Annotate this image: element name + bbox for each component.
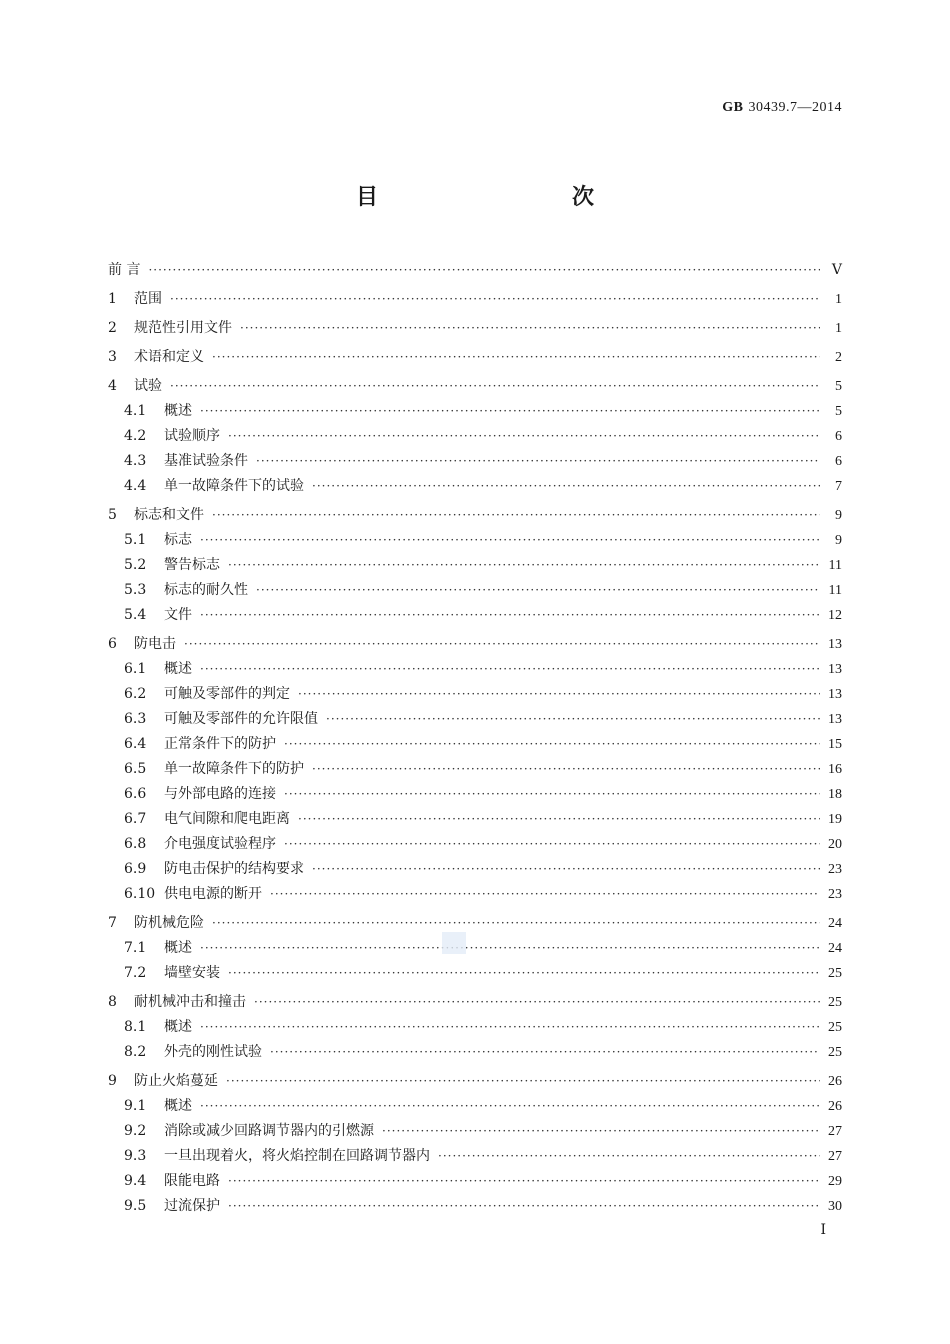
toc-entry[interactable] bbox=[108, 553, 842, 578]
toc-entry-number: 3 bbox=[108, 349, 117, 365]
toc-dot-leader bbox=[212, 503, 820, 528]
toc-entry[interactable] bbox=[108, 882, 842, 907]
toc-entry-number: 6.9 bbox=[124, 861, 147, 877]
toc-entry-title: 概述 bbox=[164, 1098, 192, 1114]
toc-entry-title: 防机械危险 bbox=[134, 915, 204, 931]
toc-entry-page: 23 bbox=[828, 862, 842, 877]
watermark-mark bbox=[442, 932, 466, 954]
toc-dot-leader bbox=[200, 1094, 820, 1119]
toc-dot-leader bbox=[228, 1169, 820, 1194]
toc-dot-leader bbox=[148, 258, 820, 283]
toc-entry-title: 过流保护 bbox=[164, 1198, 220, 1214]
toc-entry-title: 电气间隙和爬电距离 bbox=[164, 811, 290, 827]
toc-dot-leader bbox=[312, 757, 820, 782]
toc-entry-title: 概述 bbox=[164, 1019, 192, 1035]
toc-entry[interactable] bbox=[108, 1119, 842, 1144]
toc-entry-number: 4.2 bbox=[124, 428, 147, 444]
toc-entry-title: 标志的耐久性 bbox=[164, 582, 248, 598]
toc-entry-title: 消除或减少回路调节器内的引燃源 bbox=[164, 1123, 374, 1139]
toc-entry[interactable] bbox=[108, 1015, 842, 1040]
toc-entry-title: 术语和定义 bbox=[134, 349, 204, 365]
toc-entry-number: 9.2 bbox=[124, 1123, 147, 1139]
toc-entry[interactable] bbox=[108, 632, 842, 657]
toc-entry-title: 耐机械冲击和撞击 bbox=[134, 994, 246, 1010]
toc-entry[interactable] bbox=[108, 707, 842, 732]
toc-entry-title: 一旦出现着火，将火焰控制在回路调节器内 bbox=[164, 1148, 430, 1164]
page-number: Ⅰ bbox=[820, 1223, 826, 1238]
toc-entry-page: 26 bbox=[828, 1099, 842, 1114]
toc-dot-leader bbox=[200, 603, 820, 628]
toc-entry[interactable] bbox=[108, 857, 842, 882]
toc-entry-title: 单一故障条件下的防护 bbox=[164, 761, 304, 777]
toc-entry[interactable] bbox=[108, 424, 842, 449]
toc-entry-page: 24 bbox=[828, 916, 842, 931]
toc-entry-title: 概述 bbox=[164, 661, 192, 677]
toc-entry-number: 5.1 bbox=[124, 532, 147, 548]
toc-entry[interactable] bbox=[108, 1094, 842, 1119]
toc-entry[interactable] bbox=[108, 782, 842, 807]
toc-entry[interactable] bbox=[108, 449, 842, 474]
toc-entry-title: 可触及零部件的允许限值 bbox=[164, 711, 318, 727]
toc-entry-number: 1 bbox=[108, 291, 117, 307]
toc-entry-title: 基准试验条件 bbox=[164, 453, 248, 469]
toc-entry-number: 9 bbox=[108, 1073, 117, 1089]
toc-entry[interactable] bbox=[108, 732, 842, 757]
toc-entry[interactable] bbox=[108, 1194, 842, 1219]
toc-entry-page: 30 bbox=[828, 1199, 842, 1214]
toc-entry-title: 单一故障条件下的试验 bbox=[164, 478, 304, 494]
toc-entry-page: 7 bbox=[835, 479, 842, 494]
toc-dot-leader bbox=[312, 857, 820, 882]
toc-entry-title: 前 言 bbox=[108, 262, 141, 278]
toc-entry-page: 13 bbox=[828, 687, 842, 702]
toc-dot-leader bbox=[284, 732, 820, 757]
toc-entry-number: 5.4 bbox=[124, 607, 147, 623]
toc-entry-title: 与外部电路的连接 bbox=[164, 786, 276, 802]
toc-dot-leader bbox=[270, 882, 820, 907]
toc-entry[interactable] bbox=[108, 603, 842, 628]
toc-dot-leader bbox=[200, 1015, 820, 1040]
toc-entry-number: 7.2 bbox=[124, 965, 147, 981]
toc-entry-number: 6.10 bbox=[124, 886, 156, 902]
toc-entry[interactable] bbox=[108, 807, 842, 832]
toc-entry-page: 13 bbox=[828, 662, 842, 677]
toc-dot-leader bbox=[184, 632, 820, 657]
toc-entry-number: 8.2 bbox=[124, 1044, 147, 1060]
toc-entry-number: 4.1 bbox=[124, 403, 147, 419]
toc-entry-title: 可触及零部件的判定 bbox=[164, 686, 290, 702]
toc-entry-title: 防电击保护的结构要求 bbox=[164, 861, 304, 877]
toc-dot-leader bbox=[256, 578, 820, 603]
toc-entry-page: 25 bbox=[828, 1020, 842, 1035]
standard-number: 30439.7—2014 bbox=[748, 100, 842, 115]
toc-entry-page: 29 bbox=[828, 1174, 842, 1189]
toc-entry-title: 介电强度试验程序 bbox=[164, 836, 276, 852]
toc-entry-title: 墙壁安装 bbox=[164, 965, 220, 981]
toc-dot-leader bbox=[200, 936, 820, 961]
toc-entry[interactable] bbox=[108, 657, 842, 682]
toc-entry-number: 4.4 bbox=[124, 478, 147, 494]
toc-entry[interactable] bbox=[108, 316, 842, 341]
toc-entry-title: 限能电路 bbox=[164, 1173, 220, 1189]
toc-dot-leader bbox=[228, 1194, 820, 1219]
toc-entry-number: 6 bbox=[108, 636, 117, 652]
toc-entry-number: 5 bbox=[108, 507, 117, 523]
toc-entry-page: 9 bbox=[835, 508, 842, 523]
toc-entry-title: 文件 bbox=[164, 607, 192, 623]
toc-entry-title: 概述 bbox=[164, 940, 192, 956]
toc-entry[interactable] bbox=[108, 832, 842, 857]
toc-dot-leader bbox=[170, 287, 820, 312]
toc-entry[interactable] bbox=[108, 757, 842, 782]
toc-entry-page: 25 bbox=[828, 995, 842, 1010]
toc-entry[interactable] bbox=[108, 1144, 842, 1169]
table-of-contents bbox=[108, 258, 842, 1219]
toc-entry-number: 6.5 bbox=[124, 761, 147, 777]
toc-dot-leader bbox=[284, 782, 820, 807]
toc-dot-leader bbox=[254, 990, 820, 1015]
toc-entry[interactable] bbox=[108, 399, 842, 424]
toc-entry-page: 6 bbox=[835, 454, 842, 469]
toc-entry-number: 6.1 bbox=[124, 661, 147, 677]
toc-entry-number: 5.3 bbox=[124, 582, 147, 598]
toc-entry-page: 13 bbox=[828, 637, 842, 652]
toc-entry[interactable] bbox=[108, 474, 842, 499]
toc-entry-title: 规范性引用文件 bbox=[134, 320, 232, 336]
toc-entry[interactable] bbox=[108, 578, 842, 603]
toc-dot-leader bbox=[284, 832, 820, 857]
toc-dot-leader bbox=[326, 707, 820, 732]
toc-entry-title: 试验顺序 bbox=[164, 428, 220, 444]
toc-entry[interactable] bbox=[108, 911, 842, 936]
toc-dot-leader bbox=[200, 528, 820, 553]
toc-entry[interactable] bbox=[108, 374, 842, 399]
page-title: 目 次 bbox=[355, 184, 644, 210]
toc-entry-title: 标志和文件 bbox=[134, 507, 204, 523]
toc-entry-title: 供电电源的断开 bbox=[164, 886, 262, 902]
toc-entry[interactable] bbox=[108, 1040, 842, 1065]
toc-entry-number: 7.1 bbox=[124, 940, 147, 956]
toc-entry[interactable] bbox=[108, 936, 842, 961]
toc-entry-title: 防电击 bbox=[134, 636, 176, 652]
toc-entry-page: 11 bbox=[828, 583, 842, 598]
toc-entry-page: 5 bbox=[835, 404, 842, 419]
toc-entry[interactable] bbox=[108, 258, 842, 283]
toc-entry[interactable] bbox=[108, 345, 842, 370]
toc-entry-number: 2 bbox=[108, 320, 117, 336]
toc-dot-leader bbox=[226, 1069, 820, 1094]
toc-dot-leader bbox=[382, 1119, 820, 1144]
toc-entry-page: 6 bbox=[835, 429, 842, 444]
toc-entry-page: 1 bbox=[835, 321, 842, 336]
toc-entry-number: 9.3 bbox=[124, 1148, 147, 1164]
toc-dot-leader bbox=[212, 911, 820, 936]
toc-entry-page: 24 bbox=[828, 941, 842, 956]
toc-entry-number: 4 bbox=[108, 378, 117, 394]
toc-entry-title: 试验 bbox=[134, 378, 162, 394]
toc-entry-page: Ⅴ bbox=[831, 263, 842, 278]
toc-dot-leader bbox=[298, 807, 820, 832]
toc-dot-leader bbox=[270, 1040, 820, 1065]
toc-entry[interactable] bbox=[108, 961, 842, 986]
toc-entry-page: 15 bbox=[828, 737, 842, 752]
toc-entry[interactable] bbox=[108, 287, 842, 312]
standard-prefix: GB bbox=[722, 100, 744, 115]
toc-dot-leader bbox=[228, 961, 820, 986]
toc-entry-number: 4.3 bbox=[124, 453, 147, 469]
toc-dot-leader bbox=[312, 474, 820, 499]
toc-entry-title: 概述 bbox=[164, 403, 192, 419]
toc-entry-number: 6.4 bbox=[124, 736, 147, 752]
toc-dot-leader bbox=[240, 316, 820, 341]
toc-entry-title: 标志 bbox=[164, 532, 192, 548]
toc-entry-number: 6.3 bbox=[124, 711, 147, 727]
toc-entry-page: 25 bbox=[828, 966, 842, 981]
toc-entry-page: 19 bbox=[828, 812, 842, 827]
toc-entry-number: 8.1 bbox=[124, 1019, 147, 1035]
toc-entry-number: 8 bbox=[108, 994, 117, 1010]
toc-entry[interactable] bbox=[108, 1169, 842, 1194]
toc-entry-title: 外壳的刚性试验 bbox=[164, 1044, 262, 1060]
toc-entry-number: 6.7 bbox=[124, 811, 147, 827]
toc-entry-page: 12 bbox=[828, 608, 842, 623]
toc-entry-page: 13 bbox=[828, 712, 842, 727]
toc-entry-number: 9.1 bbox=[124, 1098, 147, 1114]
toc-entry[interactable] bbox=[108, 682, 842, 707]
toc-entry-title: 防止火焰蔓延 bbox=[134, 1073, 218, 1089]
toc-entry-title: 警告标志 bbox=[164, 557, 220, 573]
toc-dot-leader bbox=[200, 657, 820, 682]
toc-entry[interactable] bbox=[108, 503, 842, 528]
toc-entry-number: 6.2 bbox=[124, 686, 147, 702]
toc-entry-page: 25 bbox=[828, 1045, 842, 1060]
toc-entry-page: 26 bbox=[828, 1074, 842, 1089]
toc-entry-number: 9.4 bbox=[124, 1173, 147, 1189]
toc-entry-page: 9 bbox=[835, 533, 842, 548]
toc-dot-leader bbox=[298, 682, 820, 707]
toc-entry-page: 27 bbox=[828, 1149, 842, 1164]
standard-code bbox=[722, 100, 842, 116]
toc-entry[interactable] bbox=[108, 990, 842, 1015]
toc-entry-number: 6.6 bbox=[124, 786, 147, 802]
toc-entry[interactable] bbox=[108, 528, 842, 553]
toc-entry-number: 9.5 bbox=[124, 1198, 147, 1214]
toc-entry-page: 20 bbox=[828, 837, 842, 852]
toc-dot-leader bbox=[438, 1144, 820, 1169]
toc-dot-leader bbox=[212, 345, 820, 370]
toc-dot-leader bbox=[228, 553, 820, 578]
toc-entry-page: 16 bbox=[828, 762, 842, 777]
toc-dot-leader bbox=[228, 424, 820, 449]
toc-entry-page: 5 bbox=[835, 379, 842, 394]
toc-entry-page: 27 bbox=[828, 1124, 842, 1139]
toc-dot-leader bbox=[256, 449, 820, 474]
toc-entry-title: 正常条件下的防护 bbox=[164, 736, 276, 752]
toc-entry-page: 23 bbox=[828, 887, 842, 902]
toc-entry-title: 范围 bbox=[134, 291, 162, 307]
toc-entry-page: 11 bbox=[828, 558, 842, 573]
toc-entry-page: 2 bbox=[835, 350, 842, 365]
toc-entry-number: 6.8 bbox=[124, 836, 147, 852]
toc-dot-leader bbox=[170, 374, 820, 399]
toc-entry-page: 1 bbox=[835, 292, 842, 307]
toc-dot-leader bbox=[200, 399, 820, 424]
toc-entry-number: 5.2 bbox=[124, 557, 147, 573]
toc-entry[interactable] bbox=[108, 1069, 842, 1094]
toc-entry-number: 7 bbox=[108, 915, 117, 931]
toc-entry-page: 18 bbox=[828, 787, 842, 802]
